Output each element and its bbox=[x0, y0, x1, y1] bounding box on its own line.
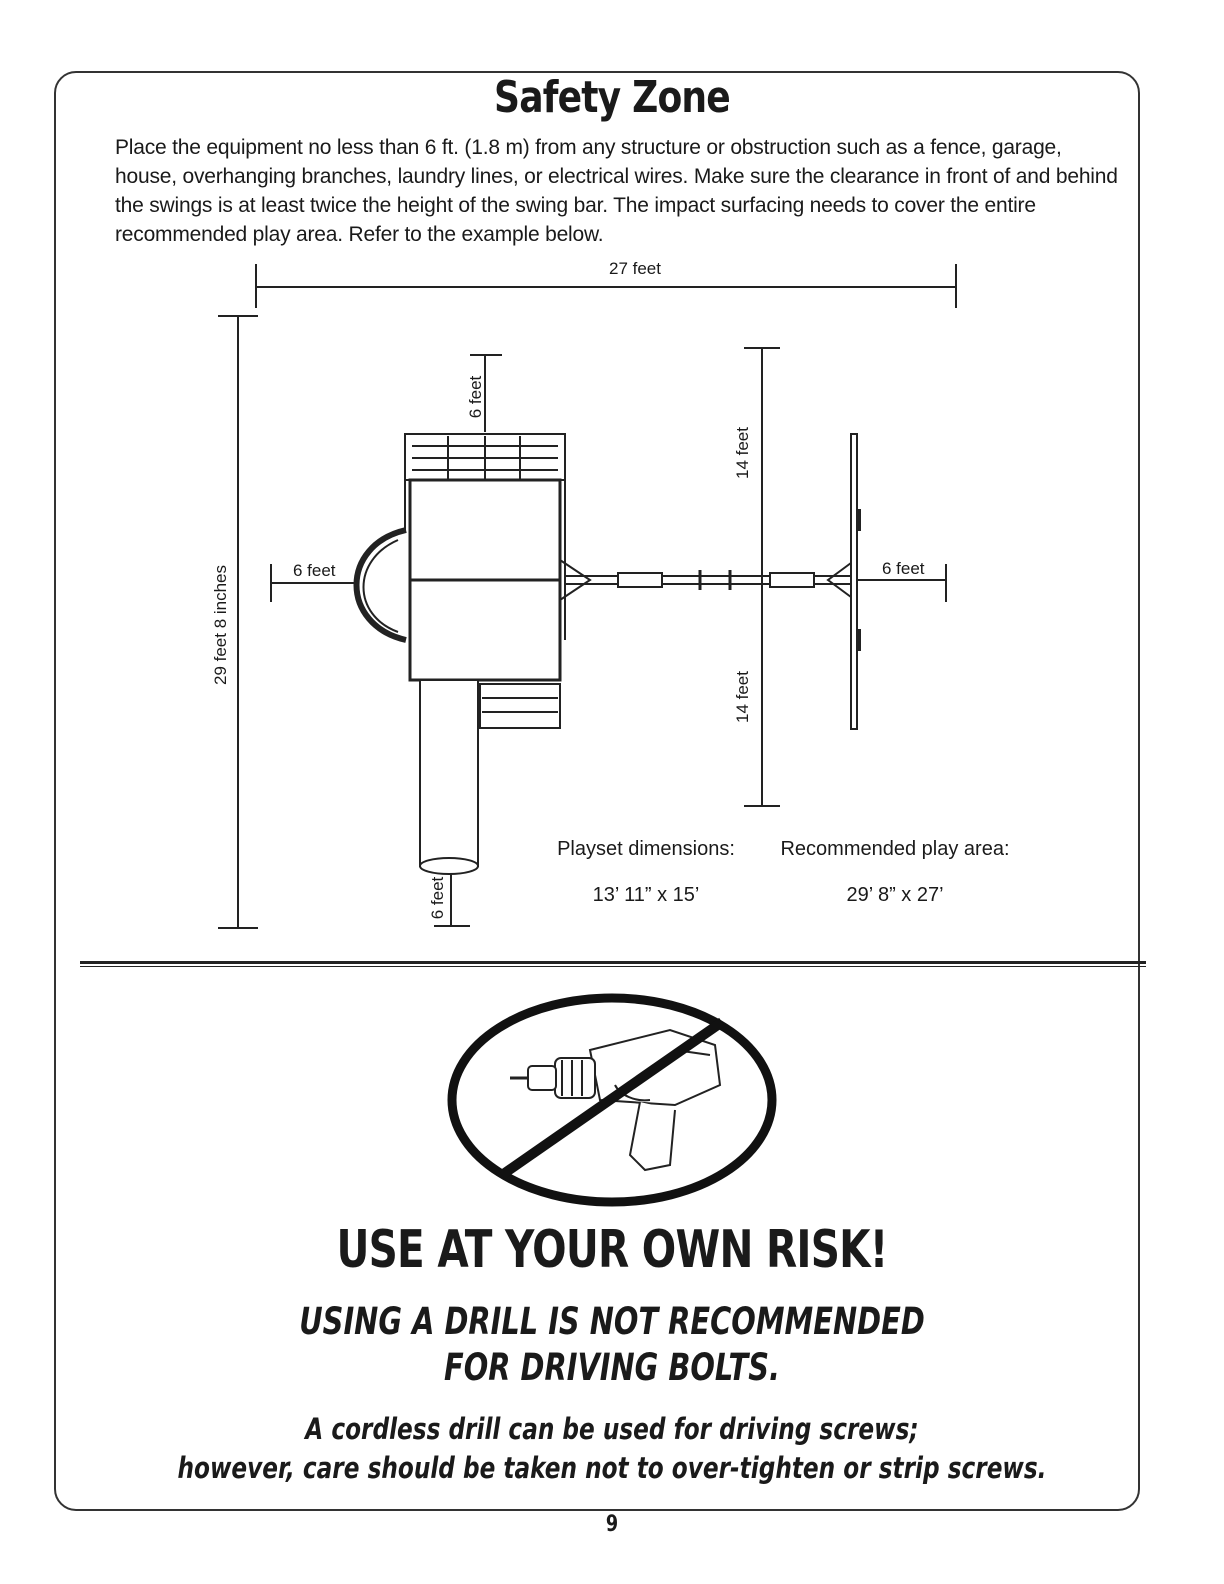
warning-headline: USE AT YOUR OWN RISK! bbox=[336, 1220, 888, 1280]
warning-line-1: USING A DRILL IS NOT RECOMMENDED bbox=[299, 1300, 925, 1343]
playset-drawing bbox=[357, 434, 861, 874]
warning-line-2: FOR DRIVING BOLTS. bbox=[444, 1346, 780, 1389]
intro-paragraph: Place the equipment no less than 6 ft. (1.8 m) from any structure or obstruction such as a fence, garage, house, overhanging branches, laundry lines, or electrical wires. Make sure the clearance in front of and behind the swings is at least twice the height of the swing bar. The impact surfacing needs to cover the entire recommended play area. Refer to the example below. bbox=[115, 136, 1118, 246]
page-title: Safety Zone bbox=[494, 72, 730, 123]
play-area-label: Recommended play area: bbox=[780, 838, 1010, 860]
section-divider-thin bbox=[80, 966, 1146, 967]
width-label: 27 feet bbox=[609, 259, 661, 278]
right-clearance-label: 6 feet bbox=[882, 559, 925, 578]
warning-note-1: A cordless drill can be used for driving screws; bbox=[305, 1412, 919, 1446]
bottom-clearance-label: 6 feet bbox=[428, 876, 447, 920]
height-label: 29 feet 8 inches bbox=[211, 564, 230, 686]
section-divider bbox=[80, 961, 1146, 964]
swing-front-label: 14 feet bbox=[733, 427, 752, 479]
playset-dimensions-label: Playset dimensions: bbox=[557, 838, 735, 860]
warning-note-2: however, care should be taken not to over-tighten or strip screws. bbox=[177, 1451, 1047, 1485]
swing-back-label: 14 feet bbox=[733, 671, 752, 723]
playset-dimensions-value: 13’ 11” x 15’ bbox=[592, 884, 700, 906]
top-clearance-label: 6 feet bbox=[466, 375, 485, 419]
page-number: 9 bbox=[605, 1512, 619, 1537]
left-clearance-label: 6 feet bbox=[293, 561, 336, 580]
no-drill-icon bbox=[440, 990, 780, 1210]
play-area-value: 29’ 8” x 27’ bbox=[846, 884, 944, 906]
